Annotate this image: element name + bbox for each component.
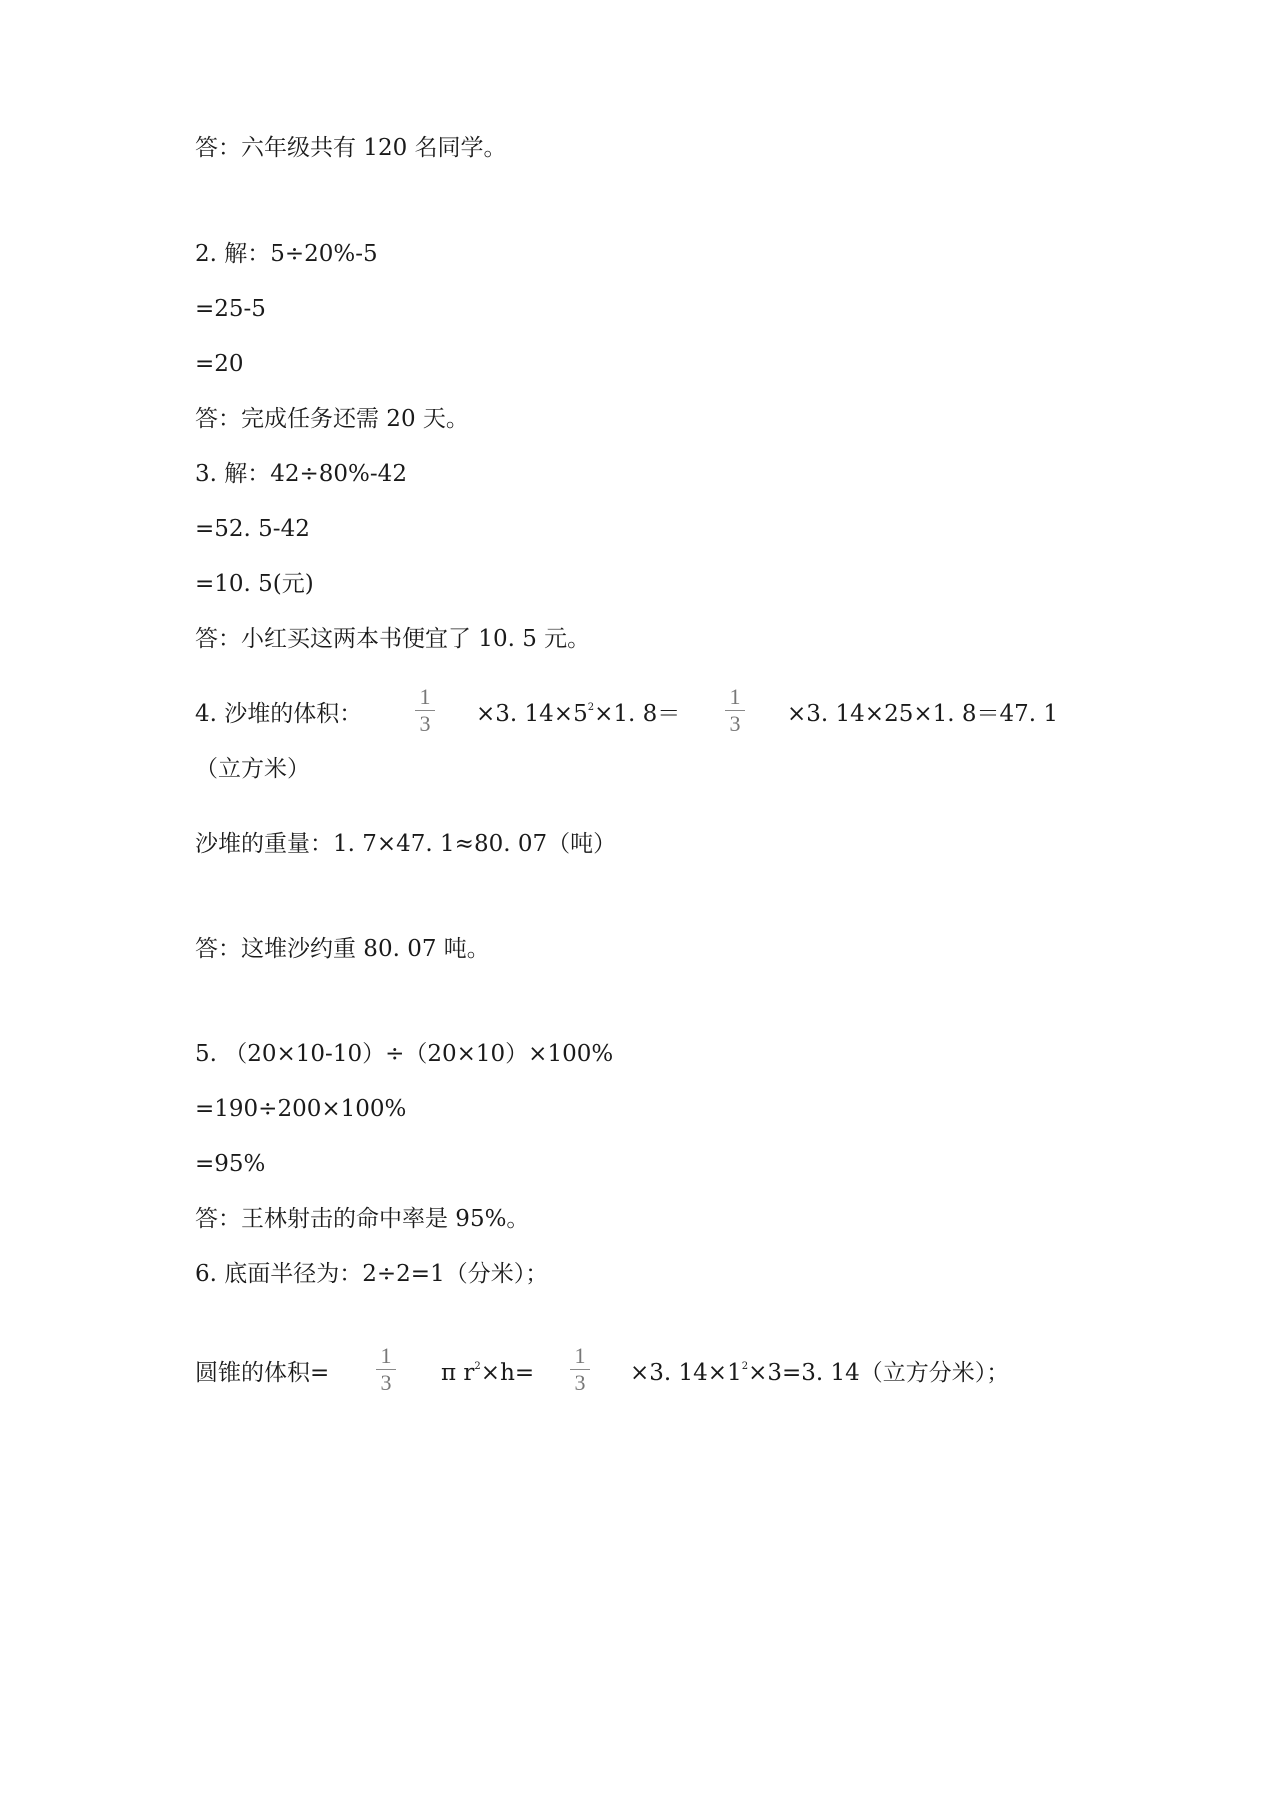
- q3-solution: 3. 解：42÷80%-42: [195, 461, 407, 487]
- q6-formula: π $r^2\times h=$: [441, 1360, 535, 1386]
- q2-step-1: =25-5: [195, 296, 266, 322]
- answer-3: 答：小红买这两本书便宜了 10. 5 元。: [195, 626, 591, 652]
- fraction-one-third: [723, 686, 747, 735]
- fraction-denominator: 3: [729, 711, 741, 736]
- q4-unit: （立方米）: [195, 756, 310, 782]
- q6-exponent-r: 2: [474, 1361, 481, 1372]
- q4-label: 4. 沙堆的体积：: [195, 701, 363, 727]
- fraction-numerator: 1: [729, 684, 741, 709]
- fraction-one-third: [413, 686, 437, 735]
- q4-expression-b: ×3. 14×25×1. 8＝47. 1: [787, 701, 1059, 727]
- answer-2: 答：完成任务还需 20 天。: [195, 406, 469, 432]
- q5-step-1: =190÷200×100%: [195, 1096, 407, 1122]
- fraction-numerator: 1: [419, 684, 431, 709]
- q5-step-2: =95%: [195, 1151, 266, 1177]
- q3-step-1: =52. 5-42: [195, 516, 310, 542]
- fraction-denominator: 3: [419, 711, 431, 736]
- q2-step-2: =20: [195, 351, 244, 377]
- fraction-denominator: 3: [380, 1370, 392, 1395]
- fraction-one-third: [374, 1345, 398, 1394]
- fraction-numerator: 1: [574, 1343, 586, 1368]
- fraction-denominator: 3: [574, 1370, 586, 1395]
- answer-1: 答：六年级共有 120 名同学。: [195, 135, 507, 161]
- q6-exponent-1: 2: [741, 1361, 749, 1372]
- fraction-numerator: 1: [380, 1343, 392, 1368]
- q4-expression-a: ×3. $14\times 5^2\times 1$. 8＝: [476, 701, 681, 727]
- q6-radius: 6. 底面半径为：2÷2=1（分米）；: [195, 1261, 549, 1287]
- q5-solution: 5. （20×10-10）÷（20×10）×100%: [195, 1041, 614, 1067]
- q6-expression: ×3. $14\times 1^2\times 3=3$. 14（立方分米）；: [630, 1360, 1010, 1386]
- answer-5: 答：王林射击的命中率是 95%。: [195, 1206, 530, 1232]
- answer-4: 答：这堆沙约重 80. 07 吨。: [195, 936, 490, 962]
- q4-exponent: 2: [587, 702, 595, 713]
- q6-label: 圆锥的体积=: [195, 1360, 330, 1386]
- q3-step-2: =10. 5(元): [195, 571, 314, 597]
- q2-solution: 2. 解：5÷20%-5: [195, 241, 378, 267]
- q4-weight: 沙堆的重量：1. 7×47. 1≈80. 07（吨）: [195, 831, 617, 857]
- fraction-one-third: [568, 1345, 592, 1394]
